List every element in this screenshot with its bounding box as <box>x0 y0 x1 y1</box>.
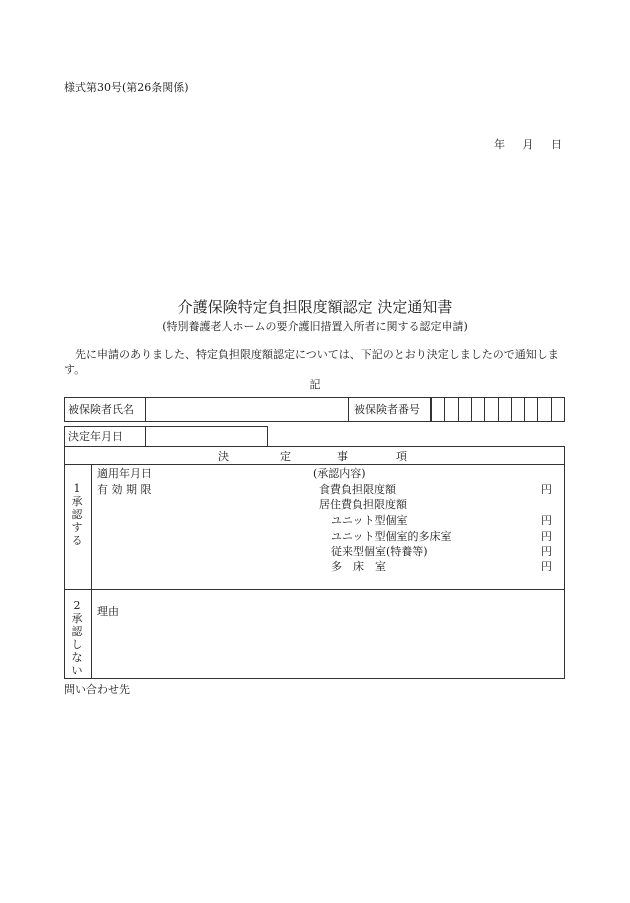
room-unit-semi-private: ユニット型個室的多床室 <box>331 530 452 543</box>
insured-number-digit-box[interactable] <box>444 398 457 422</box>
approval-content-title: (承認内容) <box>313 467 366 480</box>
document-subtitle: (特別養護老人ホームの要介護旧措置入所者に関する認定申請) <box>162 320 468 333</box>
decision-header-2: 定 <box>280 450 291 463</box>
insured-number-digit-box[interactable] <box>498 398 511 422</box>
decision-header-1: 決 <box>218 450 229 463</box>
room-unit-private-yen: 円 <box>541 514 552 527</box>
decision-header-3: 事 <box>337 450 348 463</box>
room-multi-bed-yen: 円 <box>541 560 552 573</box>
insured-number-digit-box[interactable] <box>431 398 444 422</box>
document-title: 介護保険特定負担限度額認定 決定通知書 <box>177 298 453 316</box>
table-border-left-date <box>64 426 65 447</box>
insured-number-digit-box[interactable] <box>524 398 537 422</box>
insured-number-digit-box[interactable] <box>471 398 484 422</box>
insured-number-digit-box[interactable] <box>537 398 550 422</box>
date-line <box>480 138 562 152</box>
table-border-left-main <box>64 446 65 679</box>
food-cost-label: 食費負担限度額 <box>319 483 396 496</box>
form-number: 様式第30号(第26条関係) <box>64 81 189 94</box>
insured-number-digit-box[interactable] <box>511 398 524 422</box>
approve-label: 1承認する <box>71 482 83 547</box>
decision-header-4: 項 <box>396 450 407 463</box>
room-multi-bed: 多 床 室 <box>331 560 386 573</box>
valid-period-label: 有 効 期 限 <box>97 483 152 496</box>
inquiry-label: 問い合わせ先 <box>64 683 130 696</box>
table-border-right-row1 <box>564 397 565 422</box>
decision-date-field[interactable] <box>146 427 267 446</box>
insured-number-label: 被保険者番号 <box>354 403 420 416</box>
insured-name-field[interactable] <box>146 398 348 421</box>
table-border-right-main <box>564 446 565 679</box>
insured-number-digit-box[interactable] <box>458 398 471 422</box>
table-border-top-main <box>64 446 565 447</box>
applicable-date-label: 適用年月日 <box>97 467 152 480</box>
room-unit-private: ユニット型個室 <box>331 514 408 527</box>
room-unit-semi-private-yen: 円 <box>541 530 552 543</box>
table-row-divider <box>64 464 565 465</box>
food-cost-unit: 円 <box>541 483 552 496</box>
reject-label: 2承認しない <box>71 599 83 677</box>
decision-date-label: 決定年月日 <box>68 430 123 443</box>
room-conventional-private: 従来型個室(特養等) <box>331 545 428 558</box>
insured-number-digit-box[interactable] <box>551 398 564 422</box>
insured-name-label: 被保険者氏名 <box>68 403 134 416</box>
reason-field[interactable] <box>92 620 564 677</box>
table-divider <box>348 397 349 422</box>
table-border-left-row1 <box>64 397 65 422</box>
table-row-divider <box>64 589 565 590</box>
residence-cost-label: 居住費負担限度額 <box>319 498 407 511</box>
insured-number-digit-box[interactable] <box>484 398 497 422</box>
reason-label: 理由 <box>97 605 119 618</box>
date-month: 月 <box>522 138 534 151</box>
ki-mark: 記 <box>309 378 321 391</box>
date-day: 日 <box>551 138 562 151</box>
table-divider <box>267 426 268 447</box>
date-year: 年 <box>494 138 505 151</box>
table-border-bottom <box>64 678 565 679</box>
intro-text: 先に申請のありました、特定負担限度額認定については、下記のとおり決定しましたので通知します。 <box>64 348 559 376</box>
room-conventional-private-yen: 円 <box>541 545 552 558</box>
